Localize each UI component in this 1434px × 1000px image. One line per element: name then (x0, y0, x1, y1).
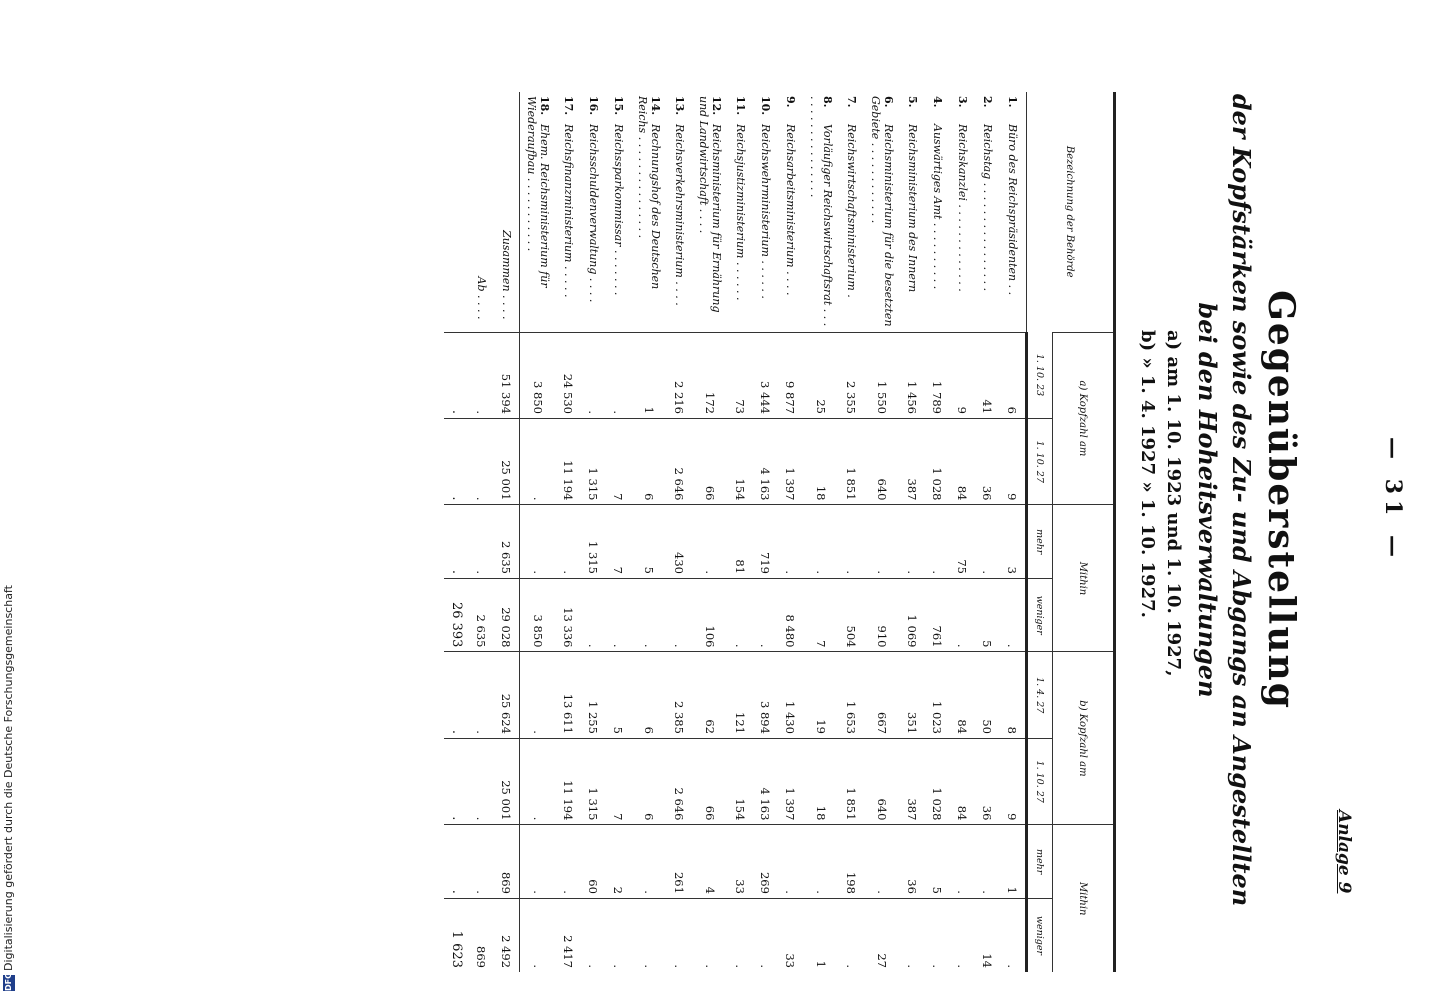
subheader-a1: 1. 10. 23 (1027, 332, 1053, 418)
value-cell-a1: 25 (803, 332, 839, 418)
value-cell-m2: . (556, 825, 581, 899)
total-row-value-a2: 25 001 (494, 418, 520, 504)
authority-name: Reichsarbeitsministerium . . . . (784, 124, 797, 296)
table-row (631, 92, 667, 972)
value-cell-a1: 1 456 (900, 332, 925, 418)
value-cell-b2: 154 (728, 738, 753, 824)
value-cell-m1: . (925, 505, 950, 579)
authority-cell (631, 92, 667, 332)
subheader-a2: 1. 10. 27 (1027, 418, 1053, 504)
value-cell-w2: . (753, 898, 778, 972)
total-row-value-a1: 51 394 (494, 332, 520, 418)
value-cell-b1: . (520, 652, 557, 738)
dfg-logo-icon: DFG (4, 972, 13, 991)
authority-name: Reichsministerium für die besetzten Gebiete . . . . . . . . . . . . (869, 96, 895, 327)
row-index: 17. (562, 96, 575, 116)
value-cell-m2: 198 (839, 825, 864, 899)
table-row (864, 92, 900, 972)
ab-row-value-w2: 869 (469, 898, 494, 972)
row-index: 1. (1006, 96, 1020, 108)
value-cell-w2: . (692, 898, 728, 972)
value-cell-m2: . (520, 825, 557, 899)
value-cell-m1: 719 (753, 505, 778, 579)
value-cell-m1: . (900, 505, 925, 579)
authority-cell (900, 92, 925, 332)
value-cell-a2: 11 194 (556, 418, 581, 504)
row-index: 15. (612, 96, 625, 116)
table-row (803, 92, 839, 972)
ab-row-value-m1: . (469, 505, 494, 579)
value-cell-b2: 1 028 (925, 738, 950, 824)
value-cell-b1: 2 385 (667, 652, 692, 738)
authority-name: Reichsministerium für Ernährung und Landwirtschaft . . . . (697, 96, 723, 313)
value-cell-m2: . (778, 825, 803, 899)
row-index: 2. (981, 96, 994, 108)
value-cell-b1: 351 (900, 652, 925, 738)
value-cell-a2: 36 (975, 418, 1000, 504)
authority-name: Reichsministerium des Innern (906, 124, 919, 293)
staff-table (444, 92, 1116, 972)
value-cell-w1: 106 (692, 578, 728, 652)
value-cell-m1: . (803, 505, 839, 579)
value-cell-b2: 387 (900, 738, 925, 824)
value-cell-b2: 2 646 (667, 738, 692, 824)
authority-cell (925, 92, 950, 332)
value-cell-a2: 640 (864, 418, 900, 504)
net-row-value-a2: . (444, 418, 469, 504)
value-cell-w2: 2 417 (556, 898, 581, 972)
subheader-b1: 1. 4. 27 (1027, 652, 1053, 738)
value-cell-b2: 7 (606, 738, 631, 824)
value-cell-b2: 1 397 (778, 738, 803, 824)
authority-cell (839, 92, 864, 332)
table-row (692, 92, 728, 972)
authority-cell (778, 92, 803, 332)
net-row-value-m2: . (444, 825, 469, 899)
value-cell-a2: 84 (950, 418, 975, 504)
value-cell-b1: 50 (975, 652, 1000, 738)
value-cell-b2: 6 (631, 738, 667, 824)
table-row (667, 92, 692, 972)
row-index: 7. (845, 96, 858, 108)
row-index: 13. (673, 96, 686, 116)
value-cell-b1: 121 (728, 652, 753, 738)
total-row-value-m1: 2 635 (494, 505, 520, 579)
value-cell-w1: 761 (925, 578, 950, 652)
value-cell-a2: 1 397 (778, 418, 803, 504)
value-cell-a1: . (606, 332, 631, 418)
net-row (444, 92, 469, 972)
value-cell-a2: 2 646 (667, 418, 692, 504)
ab-row-value-m2: . (469, 825, 494, 899)
digitization-note: Digitalisierung gefördert durch die Deutsche Forschungsgemeinschaft (2, 585, 15, 971)
value-cell-a1: 6 (1000, 332, 1027, 418)
date-line-2: b) » 1. 4. 1927 » 1. 10. 1927. (1137, 330, 1158, 618)
value-cell-b1: 1 430 (778, 652, 803, 738)
value-cell-a1: 1 789 (925, 332, 950, 418)
header-a: a) Kopfzahl am (1053, 332, 1115, 505)
value-cell-b2: 9 (1000, 738, 1027, 824)
authority-cell (975, 92, 1000, 332)
value-cell-w1: . (1000, 578, 1027, 652)
value-cell-m2: 2 (606, 825, 631, 899)
row-index: 10. (759, 96, 772, 116)
value-cell-b1: 1 023 (925, 652, 950, 738)
net-row-value-b2: . (444, 738, 469, 824)
ab-row-value-b1: . (469, 652, 494, 738)
value-cell-m2: 36 (900, 825, 925, 899)
value-cell-m1: . (975, 505, 1000, 579)
value-cell-b2: 4 163 (753, 738, 778, 824)
total-row (494, 92, 520, 972)
value-cell-a1: 172 (692, 332, 728, 418)
row-index: 8. (821, 96, 834, 108)
value-cell-a2: 9 (1000, 418, 1027, 504)
value-cell-m2: 5 (925, 825, 950, 899)
value-cell-w1: . (606, 578, 631, 652)
net-row-value-w1: 26 393 (444, 578, 469, 652)
row-index: 3. (956, 96, 969, 108)
authority-name: Auswärtiges Amt . . . . . . . . . . (931, 124, 944, 290)
total-row-value-m2: 869 (494, 825, 520, 899)
value-cell-b2: 36 (975, 738, 1000, 824)
value-cell-b1: 3 894 (753, 652, 778, 738)
authority-name: Reichsjustizministerium . . . . . . (734, 124, 747, 301)
value-cell-b2: 1 851 (839, 738, 864, 824)
value-cell-w1: . (667, 578, 692, 652)
value-cell-a2: 1 028 (925, 418, 950, 504)
table-row (556, 92, 581, 972)
authority-name: Reichskanzlei . . . . . . . . . . . . . (956, 124, 969, 292)
ab-row (469, 92, 494, 972)
value-cell-m2: 1 (1000, 825, 1027, 899)
value-cell-b2: 11 194 (556, 738, 581, 824)
table-row (1000, 92, 1027, 972)
ab-row-value-w1: 2 635 (469, 578, 494, 652)
value-cell-b1: 1 255 (581, 652, 606, 738)
value-cell-m2: . (803, 825, 839, 899)
value-cell-b1: 667 (864, 652, 900, 738)
value-cell-m2: 4 (692, 825, 728, 899)
value-cell-m2: 261 (667, 825, 692, 899)
authority-cell (556, 92, 581, 332)
value-cell-w1: 5 (975, 578, 1000, 652)
authority-name: Reichstag . . . . . . . . . . . . . . . . (981, 124, 994, 292)
authority-name: Ehem. Reichsministerium für Wiederaufbau . . . . . . . . . . . (525, 96, 551, 288)
annex-label: Anlage 9 (1334, 810, 1354, 894)
value-cell-b2: 18 (803, 738, 839, 824)
value-cell-m2: . (975, 825, 1000, 899)
value-cell-w2: . (1000, 898, 1027, 972)
value-cell-a1: 41 (975, 332, 1000, 418)
value-cell-a1: 24 530 (556, 332, 581, 418)
value-cell-w2: . (728, 898, 753, 972)
authority-cell (1000, 92, 1027, 332)
table-row (925, 92, 950, 972)
value-cell-b1: 13 611 (556, 652, 581, 738)
subheader-weniger-2: weniger (1027, 898, 1053, 972)
value-cell-w1: 504 (839, 578, 864, 652)
table-row (839, 92, 864, 972)
table-row (950, 92, 975, 972)
value-cell-m1: 7 (606, 505, 631, 579)
row-index: 16. (587, 96, 600, 116)
value-cell-m2: 33 (728, 825, 753, 899)
value-cell-a2: 6 (631, 418, 667, 504)
value-cell-b1: 1 653 (839, 652, 864, 738)
value-cell-w1: . (728, 578, 753, 652)
table-body (444, 92, 1027, 972)
value-cell-a2: 4 163 (753, 418, 778, 504)
authority-name: Reichswehrministerium . . . . . . (759, 124, 772, 299)
row-index: 11. (734, 96, 747, 116)
value-cell-w2: 1 (803, 898, 839, 972)
value-cell-a1: 3 444 (753, 332, 778, 418)
value-cell-w2: 27 (864, 898, 900, 972)
value-cell-w1: . (950, 578, 975, 652)
value-cell-b2: 1 315 (581, 738, 606, 824)
value-cell-w2: . (839, 898, 864, 972)
authority-cell (753, 92, 778, 332)
total-row-value-w2: 2 492 (494, 898, 520, 972)
value-cell-m1: . (520, 505, 557, 579)
table-row (975, 92, 1000, 972)
value-cell-a1: 9 877 (778, 332, 803, 418)
value-cell-w1: 7 (803, 578, 839, 652)
authority-name: Reichsverkehrsministerium . . . . (673, 124, 686, 306)
value-cell-a1: 3 850 (520, 332, 557, 418)
table-row (728, 92, 753, 972)
total-row-value-w1: 29 028 (494, 578, 520, 652)
subheader-weniger: weniger (1027, 578, 1053, 652)
row-index: 6. (882, 96, 895, 108)
authority-cell (692, 92, 728, 332)
value-cell-a2: 1 851 (839, 418, 864, 504)
total-row-label: Zusammen . . . . (494, 92, 520, 332)
value-cell-w1: 13 336 (556, 578, 581, 652)
value-cell-m2: . (631, 825, 667, 899)
value-cell-a1: 2 216 (667, 332, 692, 418)
value-cell-b2: . (520, 738, 557, 824)
table-row (606, 92, 631, 972)
header-mithin-a: Mithin (1053, 505, 1115, 652)
ab-row-value-a1: . (469, 332, 494, 418)
row-index: 5. (906, 96, 919, 108)
value-cell-w2: . (581, 898, 606, 972)
value-cell-a1: 9 (950, 332, 975, 418)
authority-cell (667, 92, 692, 332)
table-row (778, 92, 803, 972)
value-cell-a2: 18 (803, 418, 839, 504)
value-cell-w2: . (667, 898, 692, 972)
authority-name: Reichsfinanzministerium . . . . . (562, 124, 575, 298)
row-index: 18. (538, 96, 551, 116)
value-cell-a2: 387 (900, 418, 925, 504)
value-cell-w1: 910 (864, 578, 900, 652)
value-cell-m1: 5 (631, 505, 667, 579)
value-cell-a1: 2 355 (839, 332, 864, 418)
subtitle-line-2: bei den Hoheitsverwaltungen (1193, 302, 1222, 698)
value-cell-w1: . (753, 578, 778, 652)
value-cell-b1: 8 (1000, 652, 1027, 738)
authority-name: Büro des Reichspräsidenten . . (1006, 124, 1020, 296)
authority-cell (728, 92, 753, 332)
value-cell-w1: . (581, 578, 606, 652)
value-cell-b2: 640 (864, 738, 900, 824)
net-row-value-b1: . (444, 652, 469, 738)
row-index: 9. (784, 96, 797, 108)
value-cell-w2: 14 (975, 898, 1000, 972)
value-cell-m1: 81 (728, 505, 753, 579)
value-cell-a1: 1 550 (864, 332, 900, 418)
value-cell-a2: 154 (728, 418, 753, 504)
table-row (520, 92, 557, 972)
ab-row-value-b2: . (469, 738, 494, 824)
header-b: b) Kopfzahl am (1053, 652, 1115, 825)
date-line-1: a) am 1. 10. 1923 und 1. 10. 1927, (1163, 330, 1184, 677)
value-cell-b2: 84 (950, 738, 975, 824)
value-cell-m2: . (950, 825, 975, 899)
value-cell-a2: 66 (692, 418, 728, 504)
value-cell-w2: . (606, 898, 631, 972)
page-number: — 31 — (1380, 437, 1406, 563)
authority-name: Reichswirtschaftsministerium . (845, 124, 858, 298)
header-mithin-b: Mithin (1053, 825, 1115, 972)
row-index: 12. (710, 96, 723, 116)
ab-row-value-a2: . (469, 418, 494, 504)
net-row-label (444, 92, 469, 332)
value-cell-w2: . (900, 898, 925, 972)
value-cell-m1: 1 315 (581, 505, 606, 579)
value-cell-w2: . (950, 898, 975, 972)
authority-name: Vorläufiger Reichswirtschaftsrat . . . . . . . . . . . . . . . . . . (808, 96, 834, 327)
value-cell-m1: 3 (1000, 505, 1027, 579)
value-cell-b1: 84 (950, 652, 975, 738)
subtitle-line-1: der Kopfstärken sowie des Zu- und Abgangs an Angestellten (1227, 93, 1256, 907)
value-cell-m1: . (839, 505, 864, 579)
value-cell-w2: . (925, 898, 950, 972)
value-cell-b1: 6 (631, 652, 667, 738)
table-row (900, 92, 925, 972)
value-cell-a1: 1 (631, 332, 667, 418)
table-header-row (1053, 92, 1115, 972)
value-cell-w2: . (520, 898, 557, 972)
value-cell-m1: . (864, 505, 900, 579)
table-row (581, 92, 606, 972)
net-row-value-w2: 1 623 (444, 898, 469, 972)
value-cell-m1: 75 (950, 505, 975, 579)
value-cell-b1: 5 (606, 652, 631, 738)
value-cell-m1: . (692, 505, 728, 579)
value-cell-a2: . (520, 418, 557, 504)
value-cell-w2: . (631, 898, 667, 972)
value-cell-m1: 430 (667, 505, 692, 579)
value-cell-b2: 66 (692, 738, 728, 824)
authority-name: Reichsschuldenverwaltung . . . . (587, 124, 600, 303)
value-cell-b1: 19 (803, 652, 839, 738)
row-index: 14. (649, 96, 662, 116)
authority-cell (864, 92, 900, 332)
authority-cell (581, 92, 606, 332)
net-row-value-a1: . (444, 332, 469, 418)
page-title: Gegenüberstellung (1260, 290, 1302, 710)
authority-name: Rechnungshof des Deutschen Reichs . . . . . . . . . . . . . . . (636, 96, 662, 290)
value-cell-m1: . (556, 505, 581, 579)
total-row-value-b1: 25 624 (494, 652, 520, 738)
net-row-value-m1: . (444, 505, 469, 579)
value-cell-m1: . (778, 505, 803, 579)
table-row (753, 92, 778, 972)
value-cell-a2: 1 315 (581, 418, 606, 504)
authority-cell (606, 92, 631, 332)
value-cell-w1: . (631, 578, 667, 652)
value-cell-w1: 1 069 (900, 578, 925, 652)
value-cell-m2: 60 (581, 825, 606, 899)
value-cell-w1: 8 480 (778, 578, 803, 652)
authority-cell (950, 92, 975, 332)
subheader-mehr-2: mehr (1027, 825, 1053, 899)
header-authority: Bezeichnung der Behörde (1027, 92, 1115, 332)
authority-cell (803, 92, 839, 332)
value-cell-b1: 62 (692, 652, 728, 738)
value-cell-a1: 73 (728, 332, 753, 418)
value-cell-m2: 269 (753, 825, 778, 899)
value-cell-w1: 3 850 (520, 578, 557, 652)
ab-row-label: Ab . . . . (475, 276, 488, 320)
total-row-value-b2: 25 001 (494, 738, 520, 824)
value-cell-w2: 33 (778, 898, 803, 972)
row-index: 4. (931, 96, 944, 108)
value-cell-m2: . (864, 825, 900, 899)
authority-cell (520, 92, 557, 332)
authority-name: Reichssparkommissar . . . . . . . (612, 124, 625, 296)
value-cell-a2: 7 (606, 418, 631, 504)
subheader-mehr: mehr (1027, 505, 1053, 579)
value-cell-a1: . (581, 332, 606, 418)
subheader-b2: 1. 10. 27 (1027, 738, 1053, 824)
